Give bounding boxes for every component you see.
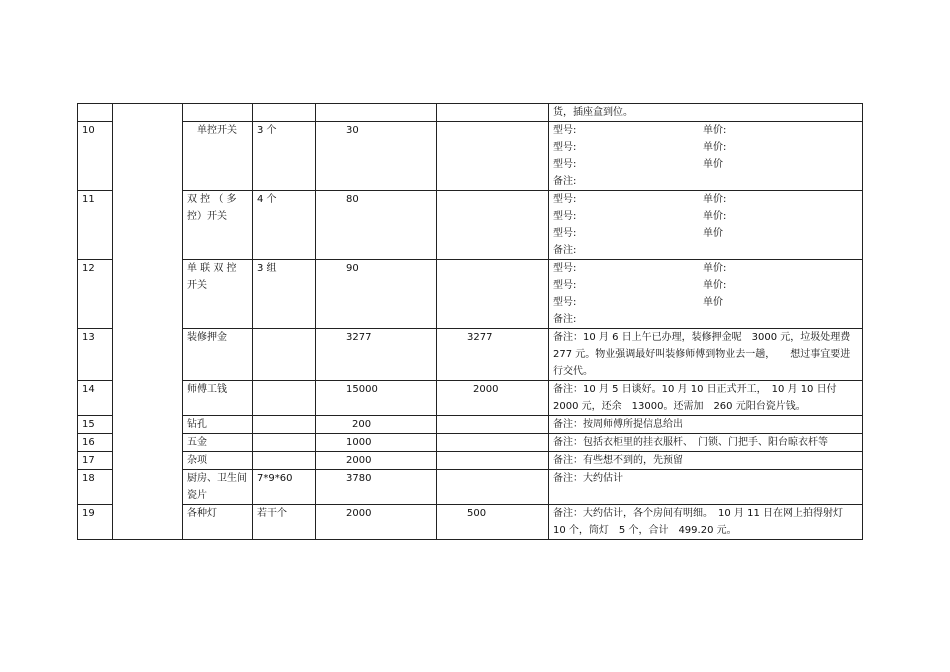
actual: 2000: [437, 381, 549, 416]
table-row: [78, 470, 863, 505]
row-number: 15: [78, 416, 113, 434]
row-number: 14: [78, 381, 113, 416]
item-name: 五金: [183, 434, 253, 452]
item-name: 装修押金: [183, 329, 253, 381]
note-cell: [549, 122, 863, 191]
row-number: 18: [78, 470, 113, 505]
quantity: [253, 434, 316, 452]
remark-label: 备注:: [553, 176, 577, 187]
actual: [437, 416, 549, 434]
budget: 90: [316, 260, 437, 329]
item-name: 各种灯: [183, 505, 253, 540]
quantity-cell: [253, 104, 316, 122]
quantity: [253, 329, 316, 381]
budget-cell: [316, 104, 437, 122]
note-cell: [549, 452, 863, 470]
note-cell: [549, 434, 863, 452]
budget: 200: [316, 416, 437, 434]
quantity: [253, 452, 316, 470]
actual-cell: [437, 104, 549, 122]
note-cell: [549, 104, 863, 122]
row-number: 13: [78, 329, 113, 381]
note-text: 备注：按周师傅所提信息给出: [553, 419, 683, 430]
note-text: 货，插座盒到位。: [553, 107, 633, 118]
actual: [437, 122, 549, 191]
model-line: 型号: 单价: [553, 228, 723, 239]
note-text: 备注：大约估计，各个房间有明细。 10 月 11 日在网上拍得射灯 10 个，筒灯 5 个，合计 499.20 元。: [553, 508, 843, 536]
quantity: 3 组: [253, 260, 316, 329]
remark-label: 备注:: [553, 245, 577, 256]
budget: 3277: [316, 329, 437, 381]
table-row: [78, 122, 863, 191]
model-line: 型号: 单价:: [553, 125, 727, 136]
table-row: [78, 381, 863, 416]
note-cell: [549, 191, 863, 260]
actual: 500: [437, 505, 549, 540]
table-row: [78, 260, 863, 329]
note-cell: [549, 470, 863, 505]
item-name: 钻孔: [183, 416, 253, 434]
budget: 2000: [316, 452, 437, 470]
actual: [437, 470, 549, 505]
note-text: 备注：10 月 6 日上午已办理，装修押金呢 3000 元，垃圾处理费 277 元。物业强调最好叫装修师傅到物业去一趟， 想过事宜要进行交代。: [553, 332, 851, 377]
note-text: 备注：大约估计: [553, 473, 623, 484]
table-row: [78, 505, 863, 540]
item-name: 双 控 （ 多 控）开关: [183, 191, 253, 260]
model-line: 型号: 单价:: [553, 142, 727, 153]
expense-table: [77, 103, 863, 540]
actual: [437, 260, 549, 329]
note-cell: [549, 416, 863, 434]
quantity: 4 个: [253, 191, 316, 260]
actual: [437, 452, 549, 470]
model-line: 型号: 单价: [553, 297, 723, 308]
item-name: 单控开关: [183, 122, 253, 191]
note-cell: [549, 329, 863, 381]
row-number: 12: [78, 260, 113, 329]
table-row: [78, 329, 863, 381]
note-text: 备注：10 月 5 日谈好。10 月 10 日正式开工， 10 月 10 日付 2000 元，还余 13000。还需加 260 元阳台瓷片钱。: [553, 384, 837, 412]
note-cell: [549, 381, 863, 416]
actual: 3277: [437, 329, 549, 381]
model-line: 型号: 单价:: [553, 280, 727, 291]
note-cell: [549, 260, 863, 329]
note-text: 备注：有些想不到的，先预留: [553, 455, 683, 466]
item-name: 厨房、卫生间瓷片: [183, 470, 253, 505]
remark-label: 备注:: [553, 314, 577, 325]
table-row: [78, 191, 863, 260]
quantity: 若干个: [253, 505, 316, 540]
model-line: 型号: 单价: [553, 159, 723, 170]
table-row: [78, 104, 863, 122]
model-line: 型号: 单价:: [553, 263, 727, 274]
item-name-cell: [183, 104, 253, 122]
table-row: [78, 416, 863, 434]
note-cell: [549, 505, 863, 540]
actual: [437, 191, 549, 260]
quantity: [253, 416, 316, 434]
budget: 30: [316, 122, 437, 191]
quantity: 3 个: [253, 122, 316, 191]
table-row: [78, 452, 863, 470]
row-number: 16: [78, 434, 113, 452]
item-name: 单 联 双 控 开关: [183, 260, 253, 329]
model-line: 型号: 单价:: [553, 211, 727, 222]
table-row: [78, 434, 863, 452]
row-number: 10: [78, 122, 113, 191]
category-cell: [113, 104, 183, 540]
row-number: 19: [78, 505, 113, 540]
row-number: 11: [78, 191, 113, 260]
item-name: 师傅工钱: [183, 381, 253, 416]
item-name: 杂项: [183, 452, 253, 470]
model-line: 型号: 单价:: [553, 194, 727, 205]
quantity: 7*9*60: [253, 470, 316, 505]
budget: 2000: [316, 505, 437, 540]
budget: 3780: [316, 470, 437, 505]
note-text: 备注：包括衣柜里的挂衣服杆、 门锁、门把手、阳台晾衣杆等: [553, 437, 828, 448]
budget: 15000: [316, 381, 437, 416]
row-number: 17: [78, 452, 113, 470]
row-number-cell: [78, 104, 113, 122]
actual: [437, 434, 549, 452]
budget: 80: [316, 191, 437, 260]
quantity: [253, 381, 316, 416]
budget: 1000: [316, 434, 437, 452]
